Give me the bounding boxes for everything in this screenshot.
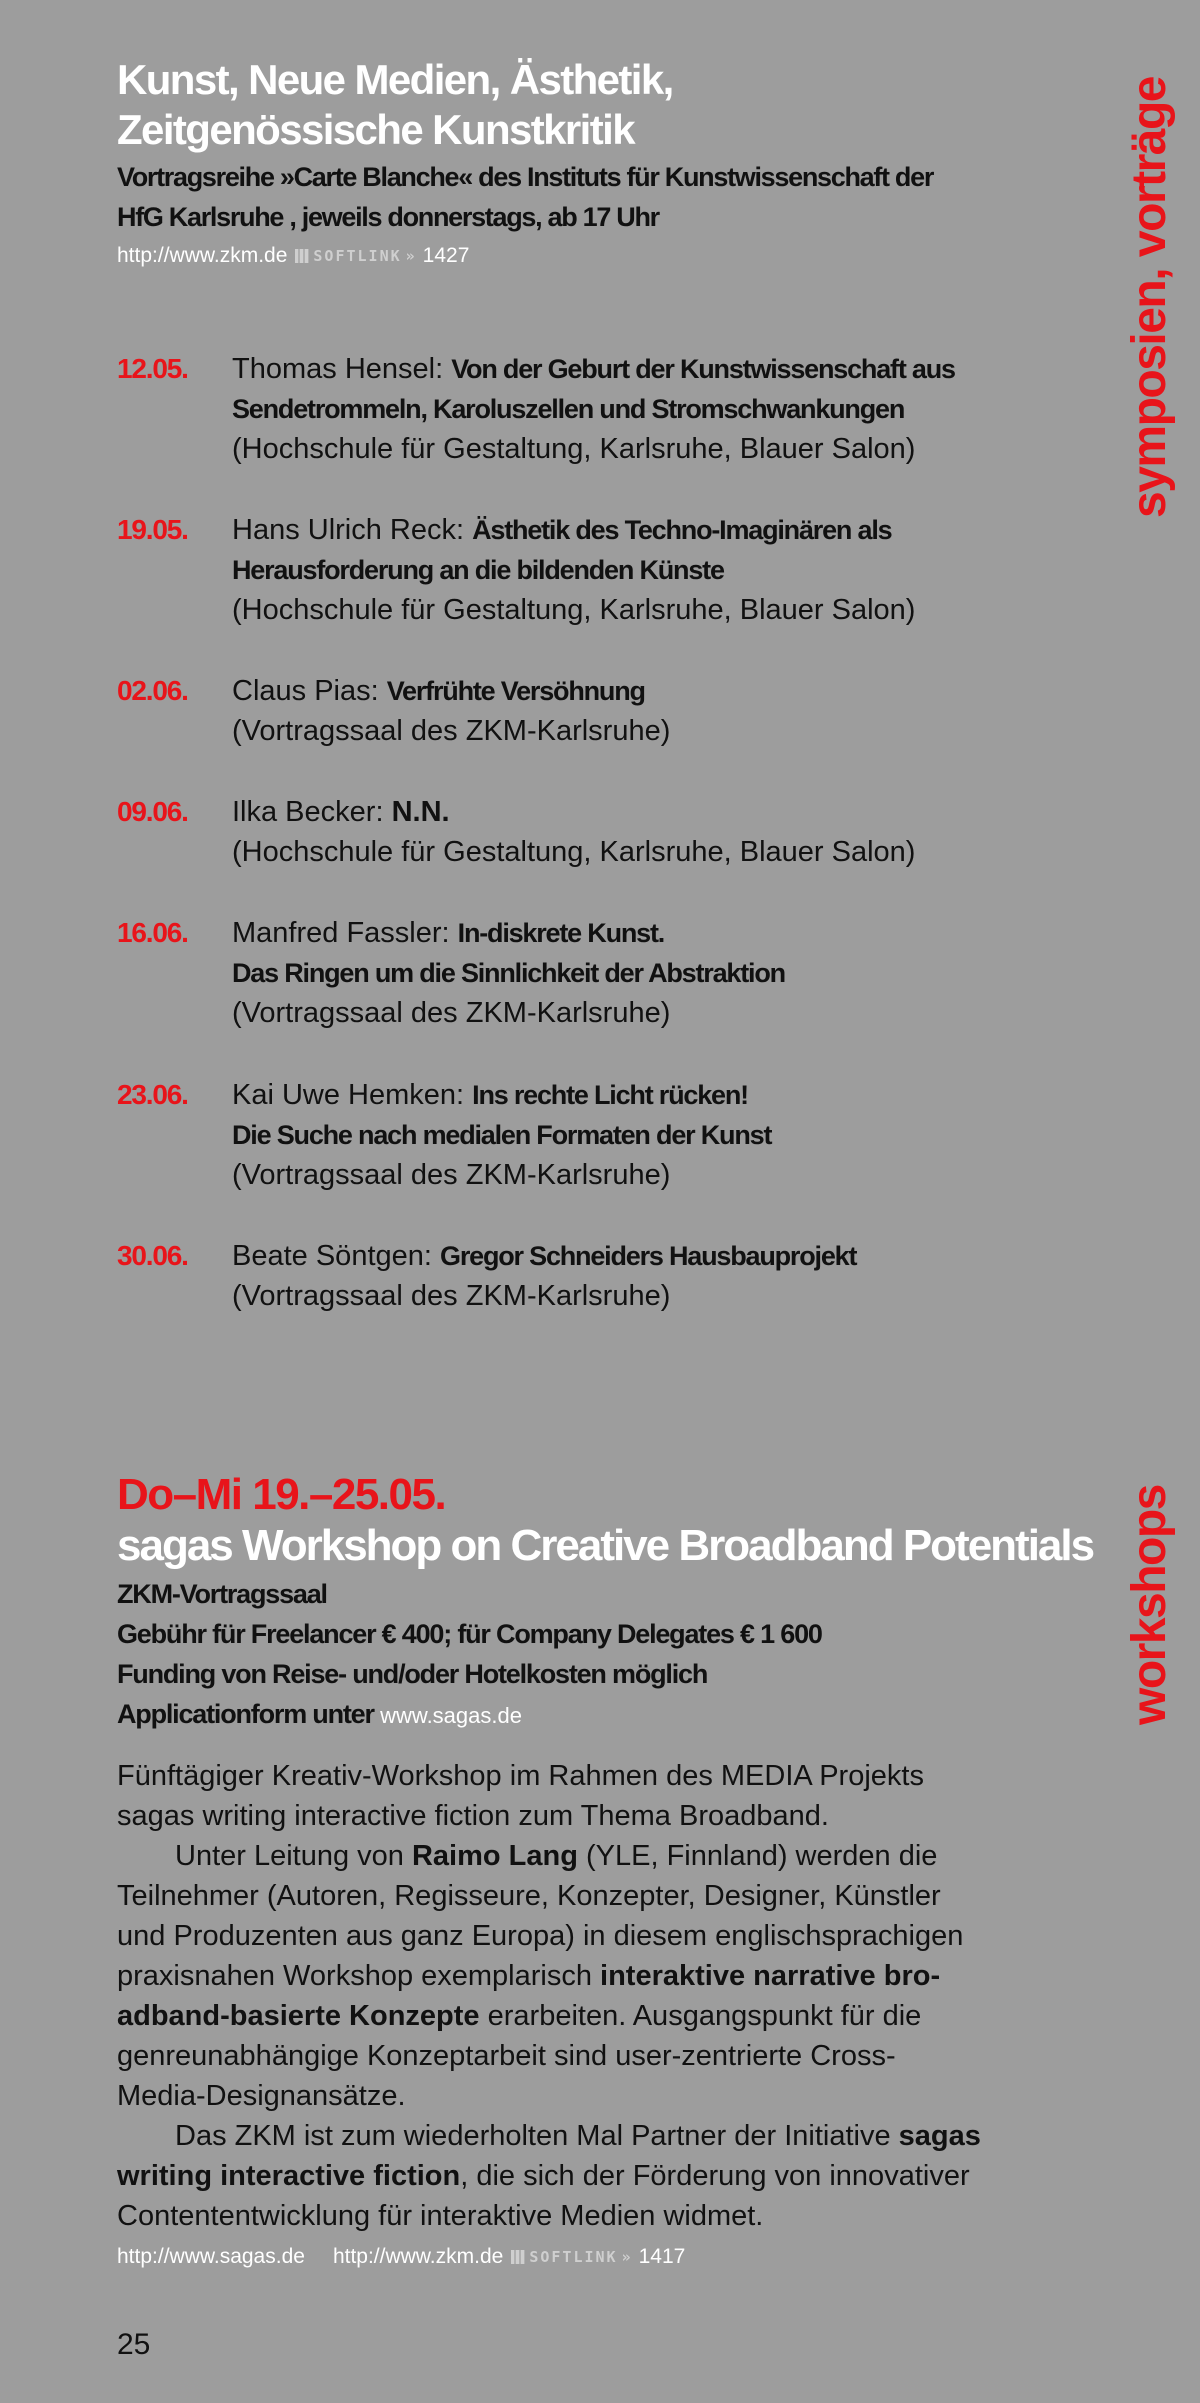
event-title: N.N. (391, 796, 450, 828)
desc-line: Contententwicklung für interaktive Medien widmet. (117, 2200, 764, 2232)
desc-line: Media-Designansätze. (117, 2080, 406, 2112)
zkm-link[interactable]: http://www.zkm.de (117, 244, 288, 267)
leader-name: Raimo Lang (411, 1840, 578, 1872)
series-title-line-2: Zeitgenössische Kunstkritik (117, 106, 634, 153)
workshop-application (117, 1694, 1107, 1736)
desc-line: Teilnehmer (Autoren, Regisseure, Konzepter, Designer, Künstler (117, 1880, 941, 1912)
softlink-label: SOFTLINK (529, 2248, 618, 2266)
softlink-arrows: » (621, 2248, 633, 2266)
softlink-icon (295, 249, 309, 263)
event-title: Ins rechte Licht rücken! (472, 1080, 748, 1110)
desc-line: sagas writing interactive fiction zum Thema Broadband. (117, 1800, 829, 1832)
event-date: 09.06. (117, 796, 188, 827)
desc-line: writing interactive fiction, die sich der Förderung von innovativer (117, 2160, 970, 2192)
series-link-row (117, 241, 1097, 271)
event-speaker: Thomas Hensel: (232, 353, 444, 385)
page-number: 25 (117, 2328, 151, 2361)
event-speaker: Beate Söntgen: (232, 1240, 432, 1272)
event-date: 12.05. (117, 353, 188, 384)
workshop-description (117, 1756, 1107, 2236)
event-speaker: Manfred Fassler: (232, 917, 450, 949)
application-label: Applicationform unter (117, 1699, 374, 1729)
softlink-label: SOFTLINK (313, 247, 402, 265)
softlink-arrows: » (405, 247, 417, 265)
zkm-url-link[interactable]: http://www.zkm.de (332, 2245, 504, 2268)
softlink-logo (295, 241, 416, 271)
softlink-icon (511, 2250, 525, 2264)
workshop-fee: Gebühr für Freelancer € 400; für Company Delegates € 1 600 (117, 1619, 822, 1649)
desc-line: Das ZKM ist zum wiederholten Mal Partner der Initiative sagas (175, 2120, 981, 2152)
event-venue: (Vortragssaal des ZKM-Karlsruhe) (232, 1280, 671, 1312)
event-speaker: Claus Pias: (232, 675, 379, 707)
event-venue: (Hochschule für Gestaltung, Karlsruhe, Blauer Salon) (232, 433, 916, 465)
event-speaker: Kai Uwe Hemken: (232, 1079, 465, 1111)
softlink-number[interactable]: 1427 (422, 244, 470, 267)
series-subtitle-line-1: Vortragsreihe »Carte Blanche« des Instituts für Kunstwissenschaft der (117, 162, 934, 192)
softlink-number[interactable]: 1417 (638, 2245, 686, 2268)
series-title-line-1: Kunst, Neue Medien, Ästhetik, (117, 56, 673, 103)
event-date: 19.05. (117, 514, 188, 545)
event-speaker: Ilka Becker: (232, 796, 384, 828)
workshop-link-row (117, 2242, 1107, 2272)
workshop-title: sagas Workshop on Creative Broadband Potentials (117, 1521, 1094, 1570)
workshop-venue: ZKM-Vortragssaal (117, 1579, 327, 1609)
event-date: 30.06. (117, 1240, 188, 1271)
event-title: Gregor Schneiders Hausbauprojekt (440, 1241, 857, 1271)
softlink-logo (511, 2242, 632, 2272)
event-title-line-2: Sendetrommeln, Karoluszellen und Stromschwankungen (232, 394, 905, 424)
workshop-section (117, 1470, 1107, 2272)
event-title-line-2: Das Ringen um die Sinnlichkeit der Abstraktion (232, 958, 785, 988)
series-subtitle-line-2: HfG Karlsruhe , jeweils donnerstags, ab 17 Uhr (117, 202, 659, 232)
event-speaker: Hans Ulrich Reck: (232, 514, 465, 546)
side-label-workshops: workshops (1123, 1485, 1176, 1725)
desc-line: genreunabhängige Konzeptarbeit sind user-zentrierte Cross- (117, 2040, 896, 2072)
event-date: 16.06. (117, 917, 188, 948)
desc-line: adband-basierte Konzepte erarbeiten. Ausgangspunkt für die (117, 2000, 922, 2032)
event-venue: (Hochschule für Gestaltung, Karlsruhe, Blauer Salon) (232, 594, 916, 626)
event-title-line-2: Die Suche nach medialen Formaten der Kunst (232, 1120, 772, 1150)
desc-line: Fünftägiger Kreativ-Workshop im Rahmen des MEDIA Projekts (117, 1760, 924, 1792)
desc-line: praxisnahen Workshop exemplarisch interaktive narrative bro- (117, 1960, 941, 1992)
sagas-link[interactable]: www.sagas.de (380, 1703, 522, 1728)
side-label-symposien: symposien, vorträge (1123, 77, 1176, 518)
desc-line: Unter Leitung von Raimo Lang (YLE, Finnland) werden die (175, 1840, 938, 1872)
event-venue: (Vortragssaal des ZKM-Karlsruhe) (232, 715, 671, 747)
lecture-series-header (117, 55, 1097, 271)
event-date: 02.06. (117, 675, 188, 706)
event-title: Ästhetik des Techno-Imaginären als (472, 515, 892, 545)
event-title: Verfrühte Versöhnung (386, 676, 645, 706)
event-venue: (Vortragssaal des ZKM-Karlsruhe) (232, 1159, 671, 1191)
sagas-url-link[interactable]: http://www.sagas.de (117, 2245, 305, 2268)
workshop-funding: Funding von Reise- und/oder Hotelkosten möglich (117, 1659, 708, 1689)
event-title: In-diskrete Kunst. (457, 918, 665, 948)
event-title: Von der Geburt der Kunstwissenschaft aus (451, 354, 955, 384)
event-venue: (Hochschule für Gestaltung, Karlsruhe, Blauer Salon) (232, 836, 916, 868)
event-title-line-2: Herausforderung an die bildenden Künste (232, 555, 724, 585)
desc-line: und Produzenten aus ganz Europa) in diesem englischsprachigen (117, 1920, 964, 1952)
event-date: 23.06. (117, 1079, 188, 1110)
workshop-date: Do–Mi 19.–25.05. (117, 1470, 446, 1519)
event-venue: (Vortragssaal des ZKM-Karlsruhe) (232, 997, 671, 1029)
